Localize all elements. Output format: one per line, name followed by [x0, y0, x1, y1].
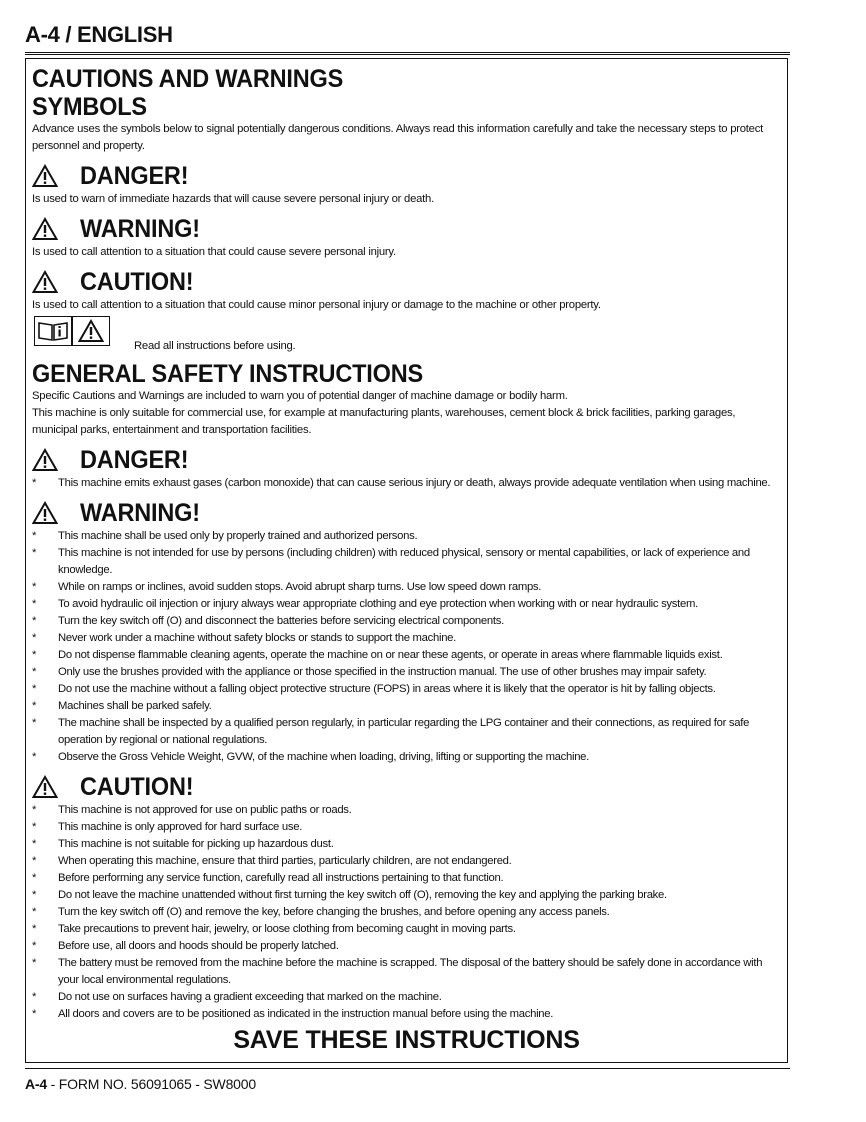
warning-label: WARNING! [80, 214, 200, 243]
list-item-text: Observe the Gross Vehicle Weight, GVW, of the machine when loading, driving, lifting or supporting the machine. [58, 751, 590, 763]
general-danger-label: DANGER! [80, 445, 189, 474]
caution-text: Is used to call attention to a situation that could cause minor personal injury or damage to the machine or other property. [32, 299, 601, 311]
read-manual-symbols [34, 316, 110, 346]
list-item-text: Take precautions to prevent hair, jewelry, or loose clothing from becoming caught in moving parts. [58, 923, 516, 935]
list-item-text: This machine is not intended for use by persons (including children) with reduced physical, sensory or mental capabilities, or lack of experience and knowledge. [58, 547, 750, 576]
bullet-star: * [32, 598, 37, 610]
list-item [32, 1006, 781, 1023]
danger-label: DANGER! [80, 161, 189, 190]
list-item-text: When operating this machine, ensure that third parties, particularly children, are not endangered. [58, 855, 512, 867]
bullet-star: * [32, 615, 37, 627]
bullet-star: * [32, 923, 37, 935]
list-item-text: Do not dispense flammable cleaning agents, operate the machine on or near these agents, or operate in areas where flammable liquids exist. [58, 649, 723, 661]
list-item [32, 955, 781, 989]
bullet-star: * [32, 477, 37, 489]
bullet-star: * [32, 581, 37, 593]
list-item [32, 647, 781, 664]
bullet-star: * [32, 855, 37, 867]
warning-triangle-icon [32, 448, 58, 472]
list-item-text: This machine shall be used only by properly trained and authorized persons. [58, 530, 418, 542]
list-item-text: The machine shall be inspected by a qualified person regularly, in particular regarding the LPG container and their connections, as required for safe operation by regional or national regulations. [58, 717, 750, 746]
bullet-star: * [32, 872, 37, 884]
bullet-star: * [32, 632, 37, 644]
list-item [32, 853, 781, 870]
bullet-star: * [32, 804, 37, 816]
list-item [32, 664, 781, 681]
caution-heading [32, 267, 781, 297]
bullet-star: * [32, 991, 37, 1003]
list-item-text: Machines shall be parked safely. [58, 700, 212, 712]
bullet-star: * [32, 751, 37, 763]
list-item-text: While on ramps or inclines, avoid sudden stops. Avoid abrupt sharp turns. Use low speed down ramps. [58, 581, 542, 593]
list-item-text: This machine is not suitable for picking up hazardous dust. [58, 838, 334, 850]
footer-form-number: - FORM NO. 56091065 - SW8000 [46, 1076, 256, 1092]
bullet-star: * [32, 940, 37, 952]
general-warning-label: WARNING! [80, 498, 200, 527]
bullet-star: * [32, 683, 37, 695]
list-item [32, 630, 781, 647]
bullet-star: * [32, 838, 37, 850]
footer-page-number: A-4 [25, 1076, 47, 1092]
list-item-text: Never work under a machine without safety blocks or stands to support the machine. [58, 632, 456, 644]
general-danger-heading [32, 445, 781, 475]
list-item [32, 715, 781, 749]
list-item-text: Do not use on surfaces having a gradient exceeding that marked on the machine. [58, 991, 442, 1003]
read-instructions-text: Read all instructions before using. [134, 340, 296, 352]
bullet-star: * [32, 666, 37, 678]
footer-divider [25, 1068, 790, 1069]
warning-triangle-icon [32, 775, 58, 799]
list-item-text: The battery must be removed from the machine before the machine is scrapped. The disposal of the battery should be safely done in accordance with your local environmental regulations. [58, 957, 763, 986]
list-item [32, 475, 781, 492]
bullet-star: * [32, 547, 37, 559]
list-item [32, 596, 781, 613]
list-item-text: Do not use the machine without a falling object protective structure (FOPS) in areas where it is likely that the operator is hit by falling objects. [58, 683, 716, 695]
symbols-intro: Advance uses the symbols below to signal potentially dangerous conditions. Always read this information carefully and take the necessary steps to protect personnel and property. [32, 123, 763, 152]
list-item-text: Turn the key switch off (O) and remove the key, before changing the brushes, and before opening any access panels. [58, 906, 610, 918]
list-item [32, 681, 781, 698]
general-para-1: Specific Cautions and Warnings are included to warn you of potential danger of machine damage or bodily harm. [32, 390, 568, 402]
warning-triangle-icon [32, 501, 58, 525]
general-caution-label: CAUTION! [80, 772, 194, 801]
general-safety-title: GENERAL SAFETY INSTRUCTIONS [32, 360, 423, 388]
caution-list [32, 802, 781, 1023]
list-item-text: Only use the brushes provided with the appliance or those specified in the instruction manual. The use of other brushes may impair safety. [58, 666, 707, 678]
danger-list [32, 475, 781, 492]
list-item [32, 870, 781, 887]
list-item [32, 802, 781, 819]
page-header: A-4 / ENGLISH [25, 22, 790, 53]
list-item [32, 819, 781, 836]
caution-label: CAUTION! [80, 267, 194, 296]
list-item [32, 613, 781, 630]
list-item [32, 921, 781, 938]
header-divider [25, 54, 790, 55]
general-caution-heading [32, 772, 781, 802]
general-warning-heading [32, 498, 781, 528]
list-item [32, 698, 781, 715]
general-para-2: This machine is only suitable for commercial use, for example at manufacturing plants, warehouses, cement block & brick facilities, parking garages, municipal parks, entertainment and transportation facilities. [32, 407, 736, 436]
content-frame [25, 58, 788, 1063]
list-item-text: This machine emits exhaust gases (carbon monoxide) that can cause serious injury or death, always provide adequate ventilation when using machine. [58, 477, 771, 489]
list-item [32, 836, 781, 853]
list-item [32, 579, 781, 596]
warning-triangle-icon [72, 316, 110, 346]
bullet-star: * [32, 1008, 37, 1020]
list-item-text: This machine is only approved for hard surface use. [58, 821, 303, 833]
list-item [32, 904, 781, 921]
warning-triangle-icon [32, 164, 58, 188]
list-item [32, 989, 781, 1006]
danger-heading [32, 161, 781, 191]
section-title: CAUTIONS AND WARNINGS [32, 65, 344, 93]
manual-book-icon [34, 316, 72, 346]
danger-text: Is used to warn of immediate hazards that will cause severe personal injury or death. [32, 193, 434, 205]
warning-text: Is used to call attention to a situation that could cause severe personal injury. [32, 246, 396, 258]
bullet-star: * [32, 717, 37, 729]
warning-heading [32, 214, 781, 244]
list-item-text: Do not leave the machine unattended without first turning the key switch off (O), removing the key and applying the parking brake. [58, 889, 667, 901]
warning-triangle-icon [32, 217, 58, 241]
bullet-star: * [32, 889, 37, 901]
list-item [32, 528, 781, 545]
list-item-text: To avoid hydraulic oil injection or injury always wear appropriate clothing and eye protection when working with or near hydraulic system. [58, 598, 698, 610]
bullet-star: * [32, 906, 37, 918]
warning-triangle-icon [32, 270, 58, 294]
list-item-text: Before performing any service function, carefully read all instructions pertaining to that function. [58, 872, 504, 884]
list-item [32, 749, 781, 766]
warning-list [32, 528, 781, 766]
list-item-text: All doors and covers are to be positioned as indicated in the instruction manual before using the machine. [58, 1008, 554, 1020]
bullet-star: * [32, 700, 37, 712]
section-subtitle: SYMBOLS [32, 93, 147, 121]
bullet-star: * [32, 821, 37, 833]
list-item-text: Turn the key switch off (O) and disconnect the batteries before servicing electrical components. [58, 615, 504, 627]
list-item-text: Before use, all doors and hoods should be properly latched. [58, 940, 339, 952]
list-item-text: This machine is not approved for use on public paths or roads. [58, 804, 352, 816]
read-instructions-row [32, 316, 781, 360]
bullet-star: * [32, 957, 37, 969]
bullet-star: * [32, 530, 37, 542]
save-instructions-heading: SAVE THESE INSTRUCTIONS [233, 1026, 580, 1054]
list-item [32, 545, 781, 579]
list-item [32, 938, 781, 955]
list-item [32, 887, 781, 904]
bullet-star: * [32, 649, 37, 661]
page-footer [25, 1076, 256, 1092]
